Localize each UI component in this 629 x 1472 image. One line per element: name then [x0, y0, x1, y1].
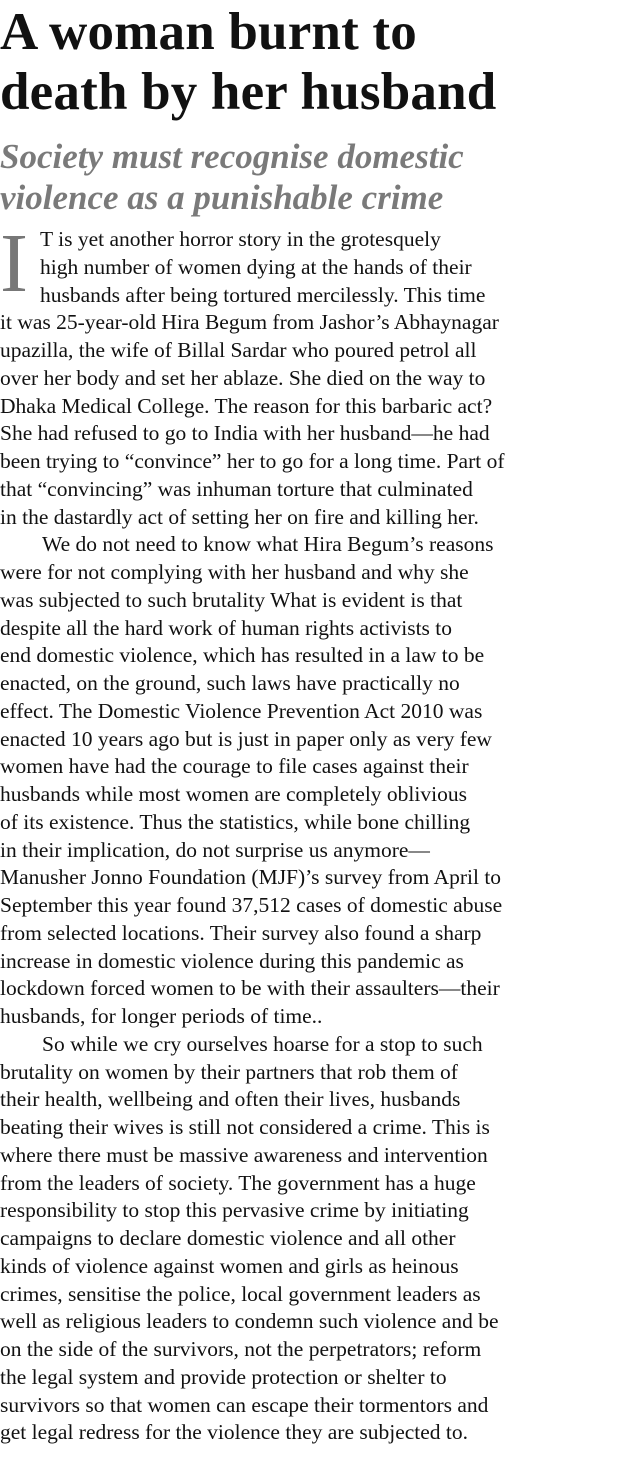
text-line: enacted 10 years ago but is just in paper only as very few: [0, 726, 492, 751]
text-line: husbands, for longer periods of time..: [0, 1004, 323, 1028]
text-line: So while we cry ourselves hoarse for a stop to such: [42, 1031, 483, 1056]
text-line: get legal redress for the violence they are subjected to.: [0, 1420, 469, 1445]
text-line: that “convincing” was inhuman torture that culminated: [0, 476, 473, 501]
text-line: where there must be massive awareness and intervention: [0, 1142, 488, 1167]
text-line: were for not complying with her husband and why she: [0, 560, 469, 584]
text-line: in the dastardly act of setting her on fire and killing her.: [0, 504, 479, 529]
headline-line: A woman burnt to: [0, 3, 417, 61]
text-line: the legal system and provide protection or shelter to: [0, 1364, 447, 1389]
text-line: survivors so that women can escape their tormentors and: [0, 1392, 489, 1417]
subheadline: [0, 136, 629, 218]
text-line: Dhaka Medical College. The reason for this barbaric act?: [0, 393, 493, 418]
text-line: T is yet another horror story in the grotesquely: [40, 227, 441, 251]
text-line: on the side of the survivors, not the perpetrators; reform: [0, 1337, 482, 1361]
text-line: over her body and set her ablaze. She died on the way to: [0, 365, 486, 390]
text-line: from the leaders of society. The government has a huge: [0, 1170, 476, 1195]
text-line: kinds of violence against women and girls as heinous: [0, 1253, 459, 1278]
paragraph-1: [0, 217, 629, 531]
text-line: their health, wellbeing and often their lives, husbands: [0, 1087, 461, 1112]
text-line: from selected locations. Their survey also found a sharp: [0, 920, 482, 945]
text-line: beating their wives is still not considered a crime. This is: [0, 1115, 490, 1139]
text-line: was subjected to such brutality What is evident is that: [0, 587, 463, 612]
text-line: We do not need to know what Hira Begum’s reasons: [42, 532, 494, 557]
text-line: increase in domestic violence during this pandemic as: [0, 948, 464, 973]
text-line: women have had the courage to file cases against their: [0, 754, 469, 779]
text-line: in their implication, do not surprise us anymore—: [0, 837, 430, 862]
text-line: September this year found 37,512 cases of domestic abuse: [0, 893, 503, 917]
subheadline-line: violence as a punishable crime: [0, 178, 444, 217]
text-line: husbands after being tortured mercilessly. This time: [40, 282, 486, 307]
text-line: husbands while most women are completely oblivious: [0, 782, 467, 806]
text-line: She had refused to go to India with her husband—he had: [0, 421, 490, 446]
headline-line: death by her husband: [0, 63, 497, 121]
article-body: [0, 217, 629, 1447]
headline: [0, 2, 629, 122]
paragraph-2: [0, 531, 629, 1031]
text-line: been trying to “convince” her to go for a long time. Part of: [0, 449, 505, 473]
text-line: well as religious leaders to condemn such violence and be: [0, 1309, 499, 1334]
text-line: lockdown forced women to be with their assaulters—their: [0, 976, 500, 1001]
text-line: of its existence. Thus the statistics, while bone chilling: [0, 809, 471, 834]
text-line: crimes, sensitise the police, local government leaders as: [0, 1281, 481, 1306]
text-line: despite all the hard work of human rights activists to: [0, 615, 453, 640]
text-line: brutality on women by their partners that rob them of: [0, 1059, 458, 1084]
text-line: effect. The Domestic Violence Prevention Act 2010 was: [0, 698, 483, 723]
text-line: it was 25-year-old Hira Begum from Jashor’s Abhaynagar: [0, 310, 499, 335]
text-line: high number of women dying at the hands of their: [40, 254, 472, 279]
drop-cap: I: [0, 217, 28, 310]
paragraph-3: [0, 1031, 629, 1447]
subheadline-line: Society must recognise domestic: [0, 137, 464, 176]
text-line: Manusher Jonno Foundation (MJF)’s survey from April to: [0, 865, 502, 890]
text-line: upazilla, the wife of Billal Sardar who poured petrol all: [0, 338, 477, 362]
text-line: responsibility to stop this pervasive crime by initiating: [0, 1198, 469, 1223]
text-line: end domestic violence, which has resulted in a law to be: [0, 643, 485, 668]
text-line: enacted, on the ground, such laws have practically no: [0, 671, 460, 695]
text-line: campaigns to declare domestic violence and all other: [0, 1226, 456, 1250]
